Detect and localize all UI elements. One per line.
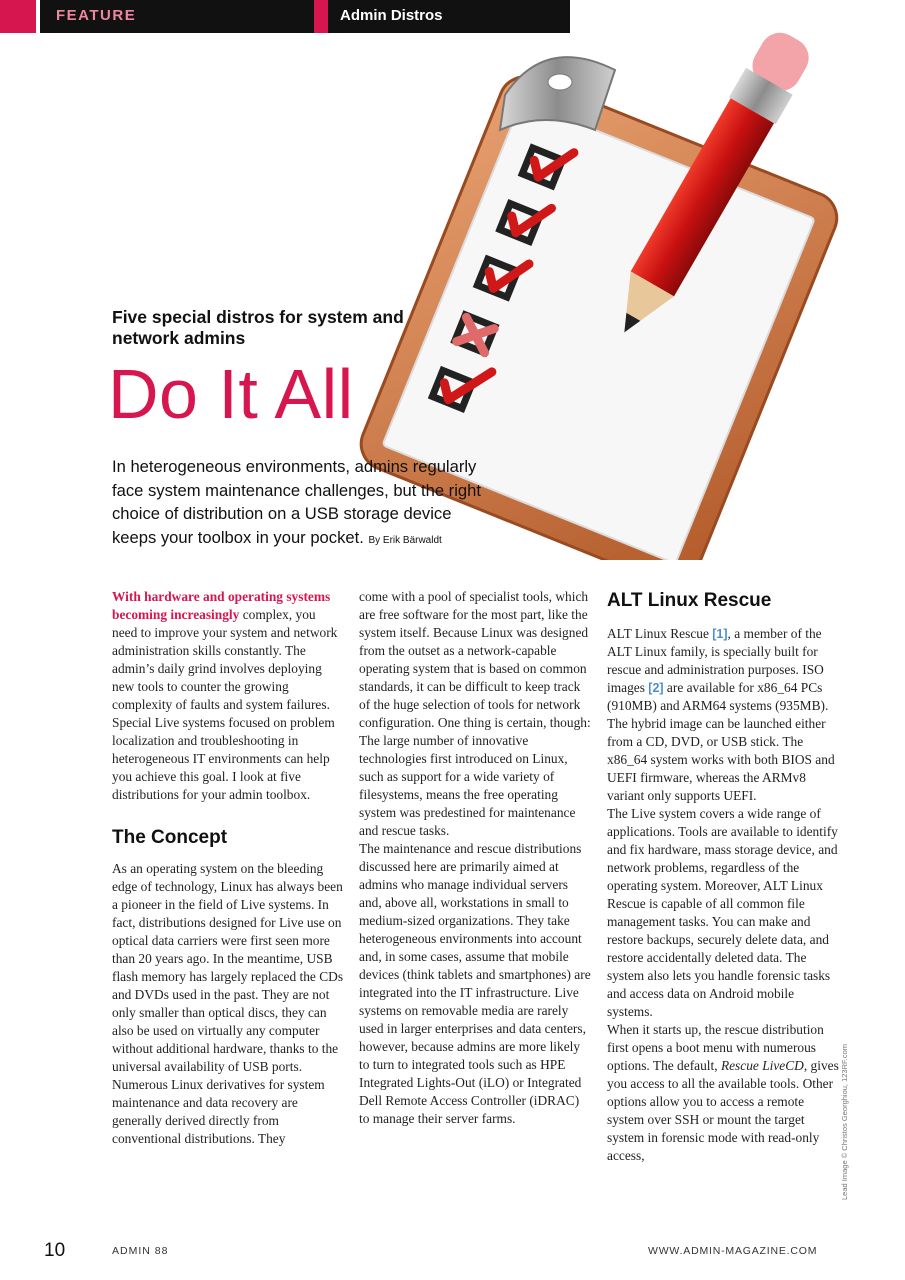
column-3 [607,588,839,1165]
footer-issue: ADMIN 88 [112,1245,169,1257]
alt-paragraph-1 [607,625,839,805]
clipboard-clip-icon [500,57,615,130]
header-divider [314,0,328,33]
alt-text-italic: Rescue LiveCD [720,1058,804,1073]
intro-paragraph [112,588,344,804]
byline: By Erik Bärwaldt [368,534,442,546]
alt-paragraph-2: The Live system covers a wide range of applications. Tools are available to identify and fix hardware, mass storage device, and network problems, regardless of the operating system. Moreover, ALT Linux Rescue is capable of all common file management tasks. You can make and restore backups, securely delete data, and restore accidentally deleted data. The system also lets you handle forensic tasks and access data on Android mobile systems. [607,806,838,1019]
page-number: 10 [44,1240,66,1261]
reference-link-1[interactable]: [1] [712,627,728,641]
concept-paragraph-2: Numerous Linux derivatives for system maintenance and data recovery are generally derived directly from conventional distributions. They [112,1077,325,1146]
alt-text-d: When it starts up, the rescue distribution first opens a boot menu with numerous options. The default, [607,1022,824,1073]
concept-paragraph-4: The maintenance and rescue distributions discussed here are primarily aimed at admins who manage individual servers and, above all, workstations in small to medium-sized organizations. They take heterogeneous environments into account and, in some cases, assume that mobile devices (think tablets and smartphones) are integrated into the IT infrastructure. Live systems on removable media are rarely used in larger enterprises and data centers, however, because admins are more likely to turn to integrated tools such as HPE Integrated Lights-Out (iLO) or Integrated Dell Remote Access Controller (iDRAC) to manage their server farms. [359,841,591,1126]
section-label: FEATURE [56,7,137,24]
topic-label: Admin Distros [340,7,443,24]
article-title: Do It All [108,355,354,433]
image-credit: Lead Image © Christos Georghiou, 123RF.com [840,1043,849,1200]
concept-paragraph-3: come with a pool of specialist tools, which are free software for the most part, like the system itself. Because Linux was designed from the outset as a network-capable operating system that is based on common standards, it can be difficult to keep track of the huge selection of tools for network configuration. One thing is certain, though: The large number of innovative technologies first introduced on Linux, such as support for a wide variety of filesystems, means the free operating system was predestined for maintenance and rescue tasks. [359,589,591,838]
article-kicker: Five special distros for system and network admins [112,307,404,348]
intro-highlight: With hardware and operating systems becoming increasingly [112,589,331,622]
intro-text: complex, you need to improve your system and network administration skills constantly. The admin’s daily grind involves deploying new tools to counter the growing complexity of faults and system failures. Special Live systems focused on problem localization and troubleshooting in heterogeneous IT environments can help you achieve this goal. I look at five distributions for your admin toolbox. [112,607,338,802]
alt-paragraph-3 [607,1021,839,1165]
alt-text-a: ALT Linux Rescue [607,626,713,641]
subhead-the-concept: The Concept [112,827,228,848]
header-accent-bar [0,0,36,33]
column-2 [359,588,591,1128]
reference-link-2[interactable]: [2] [648,681,664,695]
concept-paragraph-1: As an operating system on the bleeding edge of technology, Linux has always been a pioneer in the field of Live systems. In fact, distributions designed for Live use on optical data carriers were first seen more than 20 years ago. In the meantime, USB flash memory has largely replaced the CDs and DVDs used in the past. They are not only smaller than optical discs, they can also be used on virtually any computer without additional hardware, thanks to the universal availability of USB ports. [112,861,344,1074]
article-lead [112,455,492,552]
alt-text-c: are available for x86_64 PCs (910MB) and ARM64 systems (935MB). The hybrid image can be launched either from a CD, DVD, or USB stick. The x86_64 system works with both BIOS and UEFI firmware, whereas the ARMv8 variant only supports UEFI. [607,680,835,803]
footer-url[interactable]: WWW.ADMIN-MAGAZINE.COM [648,1245,818,1257]
lead-text: In heterogeneous environments, admins regularly face system maintenance challenges, but the right choice of distribution on a USB storage device keeps your toolbox in your pocket. [112,457,481,547]
column-1 [112,588,344,1148]
subhead-alt-linux-rescue: ALT Linux Rescue [607,590,772,611]
alt-text-b: , a member of the ALT Linux family, is specially built for rescue and administration purposes. ISO images [607,626,824,695]
alt-text-e: , gives you access to all the available tools. Other options allow you to access a remote system over SSH or mount the target system in forensic mode with read-only access, [607,1058,839,1163]
